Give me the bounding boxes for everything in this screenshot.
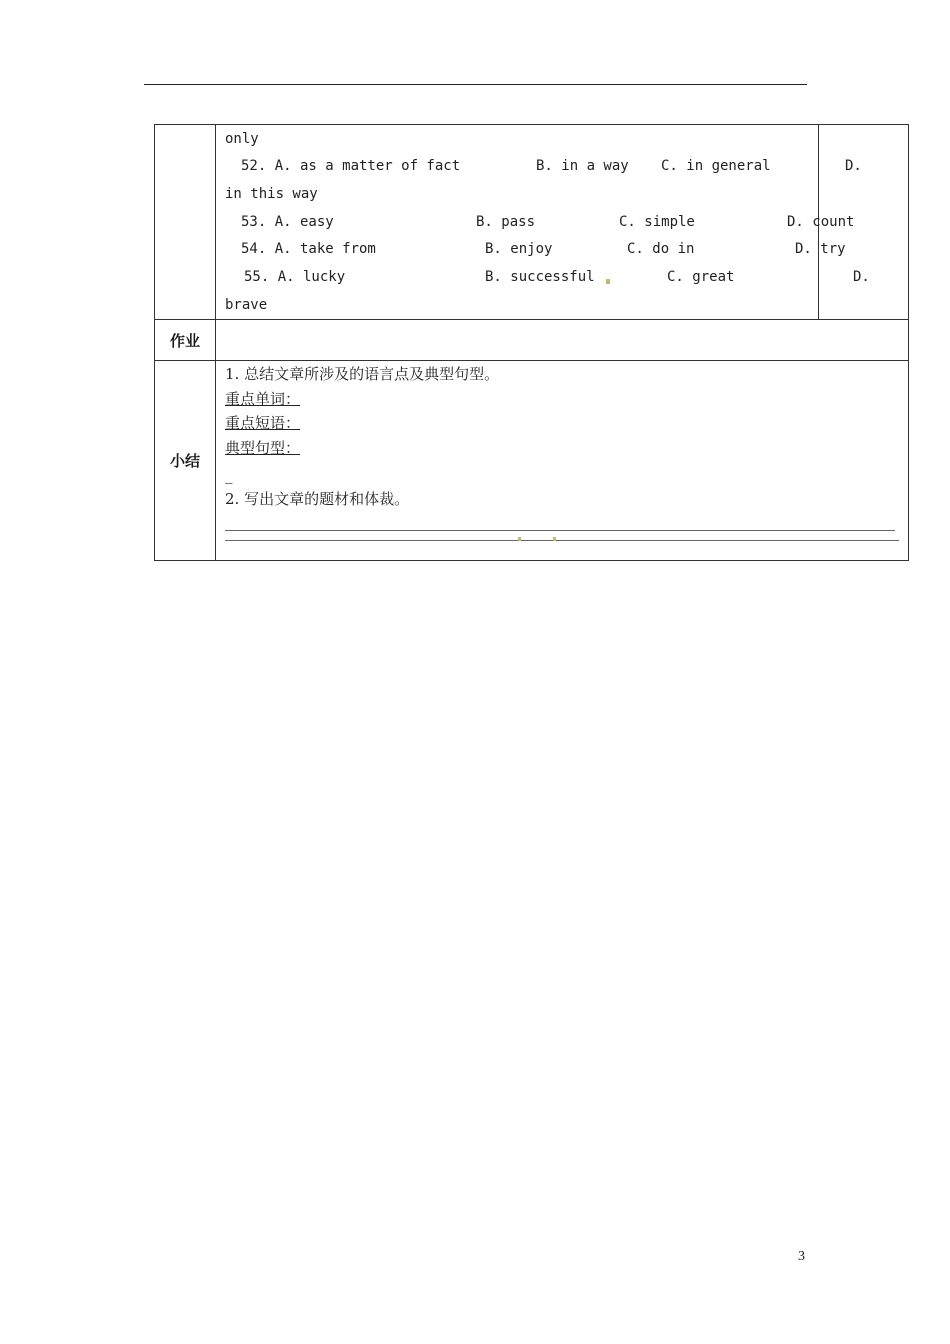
q52-option-d: D. (845, 158, 862, 174)
blank-line: _ (225, 466, 233, 484)
q52-option-d-text: in this way (225, 186, 318, 202)
summary-item-1: 1. 总结文章所涉及的语言点及典型句型。 (225, 365, 500, 383)
q54-option-d: D. try (795, 241, 846, 257)
q52-option-a: 52. A. as a matter of fact (241, 158, 461, 174)
q53-option-b: B. pass (476, 214, 536, 230)
summary-content-cell (216, 361, 909, 561)
key-words-label: 重点单词： (225, 390, 301, 408)
q54-option-b: B. enjoy (485, 241, 553, 257)
q55-option-d-text: brave (225, 297, 268, 313)
answer-line-2 (225, 540, 899, 541)
q53-option-c: C. simple (619, 214, 695, 230)
q53-option-a: 53. A. easy (241, 214, 334, 230)
q54-option-a: 54. A. take from (241, 241, 376, 257)
q55-option-a: 55. A. lucky (244, 269, 346, 285)
homework-row (155, 320, 909, 361)
exercise-label-cell (155, 125, 216, 320)
stray-mark (606, 279, 610, 284)
q55-option-c: C. great (667, 269, 735, 285)
exercise-row (155, 125, 909, 320)
homework-content-cell (216, 320, 909, 361)
summary-label: 小结 (155, 361, 216, 561)
stray-mark (553, 537, 556, 541)
q52-option-b: B. in a way (536, 158, 629, 174)
exercise-content-cell (216, 125, 870, 320)
q52-option-c: C. in general (661, 158, 771, 174)
lesson-table (154, 124, 909, 561)
exercise-text: only (225, 131, 259, 147)
key-phrases-label: 重点短语： (225, 414, 301, 432)
stray-mark (518, 537, 521, 541)
q53-option-d: D. count (787, 214, 855, 230)
page-number: 3 (798, 1249, 805, 1264)
header-rule (144, 84, 807, 85)
summary-row (155, 361, 909, 561)
q54-option-c: C. do in (627, 241, 695, 257)
q55-option-b: B. successful (485, 269, 595, 285)
q55-option-d: D. (853, 269, 870, 285)
homework-label: 作业 (155, 320, 216, 361)
key-sentences-label: 典型句型： (225, 439, 301, 457)
summary-item-2: 2. 写出文章的题材和体裁。 (225, 490, 410, 508)
answer-line-1 (225, 530, 895, 531)
